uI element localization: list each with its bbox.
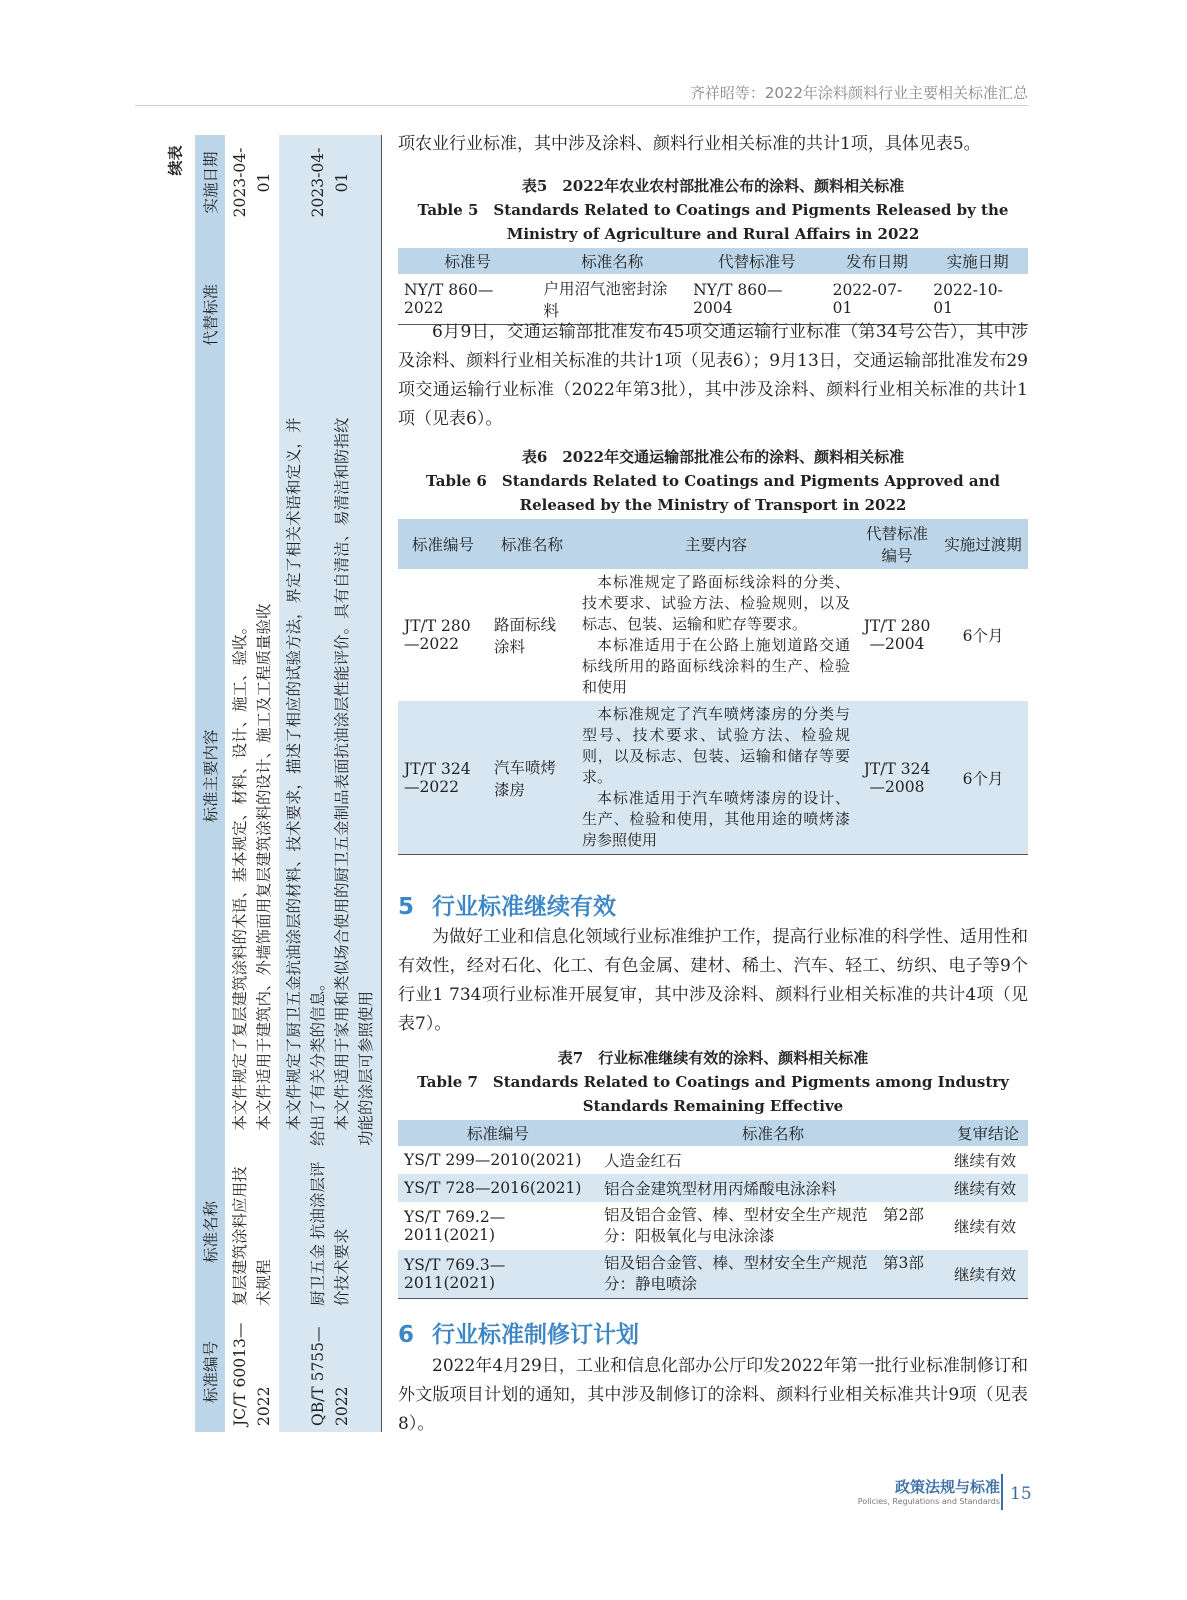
- cell-replaced: [279, 230, 382, 400]
- cell-date: 2023-04-01: [231, 147, 273, 218]
- table-row: YS/T 299—2010(2021) 人造金红石 继续有效: [404, 1151, 1017, 1170]
- table6-block: [398, 445, 1028, 855]
- cell: 2022-10-01: [933, 281, 1003, 317]
- th: 实施日期: [927, 248, 1028, 274]
- table-row: YS/T 769.2—2011(2021) 铝及铝合金管、棒、型材安全生产规范 第2部分：阳极氧化与电泳涂漆 继续有效: [404, 1206, 1017, 1245]
- th-content: 标准主要内容: [195, 400, 225, 1152]
- section5-heading: 5 行业标准继续有效: [398, 894, 617, 920]
- cell: 2022-07-01: [832, 281, 903, 317]
- cell-code: QB/T 5755—2022: [279, 1312, 382, 1432]
- cell-name: 厨卫五金 抗油涂层评价技术要求: [279, 1152, 382, 1312]
- intro-paragraph: 项农业行业标准，其中涉及涂料、颜料行业相关标准的共计1项，具体见表5。: [398, 134, 981, 154]
- table-row: [225, 135, 279, 1432]
- cell-code: JC/T 60013—2022: [231, 1322, 273, 1426]
- th: 代替标准编号: [856, 519, 938, 569]
- th-date: 实施日期: [195, 135, 225, 230]
- th: 标准名称: [598, 1120, 948, 1146]
- cell-content: 本文件规定了厨卫五金抗油涂层的材料、技术要求，描述了相应的试验方法，界定了相关术语和定义，并给出了有关分类的信息。 本文件适用于家用和类似场合使用的厨卫五金制品表面抗油涂层性能评价。具有自清洁、易清洁和防指纹功能的涂层可参照使用: [279, 400, 382, 1152]
- cell-code: JT/T 324—2022: [398, 701, 488, 855]
- section6-paragraph: 2022年4月29日，工业和信息化部办公厅印发2022年第一批行业标准制修订和外文版项目计划的通知，其中涉及制修订的涂料、颜料行业相关标准共计9项（见表8）。: [398, 1356, 1028, 1434]
- paragraph-transport: 6月9日，交通运输部批准发布45项交通运输行业标准（第34号公告），其中涉及涂料、颜料行业相关标准的共计1项（见表6）；9月13日，交通运输部批准发布29项交通运输行业标准（2022年第3批），其中涉及涂料、颜料行业相关标准的共计1项（见表6）。: [398, 322, 1028, 429]
- continued-label: 续表: [166, 145, 185, 176]
- section6-heading: 6 行业标准制修订计划: [398, 1322, 640, 1348]
- table7-block: [398, 1046, 1028, 1299]
- page-number: 15: [1010, 1484, 1032, 1504]
- cell-content: 本标准规定了路面标线涂料的分类、技术要求、试验方法、检验规则，以及标志、包装、运输和贮存等要求。 本标准适用于在公路上施划道路交通标线所用的路面标线涂料的生产、检验和使用: [582, 573, 850, 696]
- th: 复审结论: [948, 1120, 1028, 1146]
- th: 标准名称: [488, 519, 576, 569]
- continued-table: [195, 135, 375, 1432]
- th-name: 标准名称: [195, 1152, 225, 1312]
- table7-caption-en: Table 7 Standards Related to Coatings and Pigments among Industry Standards Remaining Effective: [417, 1073, 1009, 1115]
- table6-caption-en: Table 6 Standards Related to Coatings and Pigments Approved and Released by the Ministry of Transport in 2022: [426, 472, 1000, 514]
- th-replaced: 代替标准: [195, 230, 225, 400]
- table5-caption-en: Table 5 Standards Related to Coatings and Pigments Released by the Ministry of Agriculture and Rural Affairs in 2022: [417, 201, 1009, 243]
- th: 标准名称: [537, 248, 687, 274]
- table-row: [398, 274, 1028, 325]
- th: 发布日期: [827, 248, 928, 274]
- cell-name: 汽车喷烤漆房: [488, 701, 576, 855]
- th-code: 标准编号: [195, 1312, 225, 1432]
- section5-paragraph: 为做好工业和信息化领域行业标准维护工作，提高行业标准的科学性、适用性和有效性，经对石化、化工、有色金属、建材、稀土、汽车、轻工、纺织、电子等9个行业1 734项行业标准开展复审，其中涉及涂料、颜料行业相关标准的共计4项（见表7）。: [398, 927, 1028, 1034]
- th: 标准编号: [398, 1120, 598, 1146]
- table6-caption-cn: 表6 2022年交通运输部批准公布的涂料、颜料相关标准: [521, 448, 905, 466]
- th: 标准号: [398, 248, 537, 274]
- cell: 户用沼气池密封涂料: [543, 280, 668, 320]
- cell-replaced: JT/T 324—2008: [856, 701, 938, 855]
- cell-code: JT/T 280—2022: [404, 617, 471, 653]
- cell-replaced: JT/T 280—2004: [863, 617, 931, 653]
- footer-section-cn: 政策法规与标准: [894, 1478, 1000, 1496]
- cell-period: 6个月: [962, 627, 1004, 645]
- footer-section: [830, 1476, 1000, 1506]
- cell-content: 本标准规定了汽车喷烤漆房的分类与型号、技术要求、试验方法、检验规则，以及标志、包装、运输和储存等要求。 本标准适用于汽车喷烤漆房的设计、生产、检验和使用，其他用途的喷烤漆房参照使用: [576, 701, 856, 855]
- cell-period: 6个月: [938, 701, 1028, 855]
- table7-caption-cn: 表7 行业标准继续有效的涂料、颜料相关标准: [557, 1049, 869, 1067]
- th: 主要内容: [576, 519, 856, 569]
- cell-content: 本文件规定了复层建筑涂料的术语、基本规定、材料、设计、施工、验收。 本文件适用于建筑内、外墙饰面用复层建筑涂料的设计、施工及工程质量验收: [231, 603, 273, 1131]
- running-title: 齐祥昭等：2022年涂料颜料行业主要相关标准汇总: [689, 84, 1028, 102]
- table-row: [279, 135, 382, 1432]
- footer-divider: [1001, 1474, 1003, 1510]
- cell-name: 路面标线涂料: [494, 616, 557, 656]
- cell-name: 复层建筑涂料应用技术规程: [231, 1166, 273, 1306]
- cell-date: 2023-04-01: [279, 135, 382, 230]
- header-rule: [135, 105, 1028, 106]
- table-row: YS/T 728—2016(2021) 铝合金建筑型材用丙烯酸电泳涂料 继续有效: [398, 1174, 1028, 1202]
- cell: NY/T 860—2004: [693, 281, 783, 317]
- cell-replaced: [225, 230, 279, 400]
- table-row: [398, 701, 1028, 855]
- th: 标准编号: [398, 519, 488, 569]
- th: 代替标准号: [687, 248, 826, 274]
- cell: NY/T 860—2022: [404, 281, 494, 317]
- table-row: YS/T 769.3—2011(2021) 铝及铝合金管、棒、型材安全生产规范 第3部分：静电喷涂 继续有效: [398, 1250, 1028, 1299]
- table5-caption-cn: 表5 2022年农业农村部批准公布的涂料、颜料相关标准: [521, 177, 905, 195]
- th: 实施过渡期: [938, 519, 1028, 569]
- table-row: [398, 569, 1028, 701]
- table5-block: [398, 174, 1028, 325]
- footer-section-en: Policies, Regulations and Standards: [857, 1497, 1000, 1506]
